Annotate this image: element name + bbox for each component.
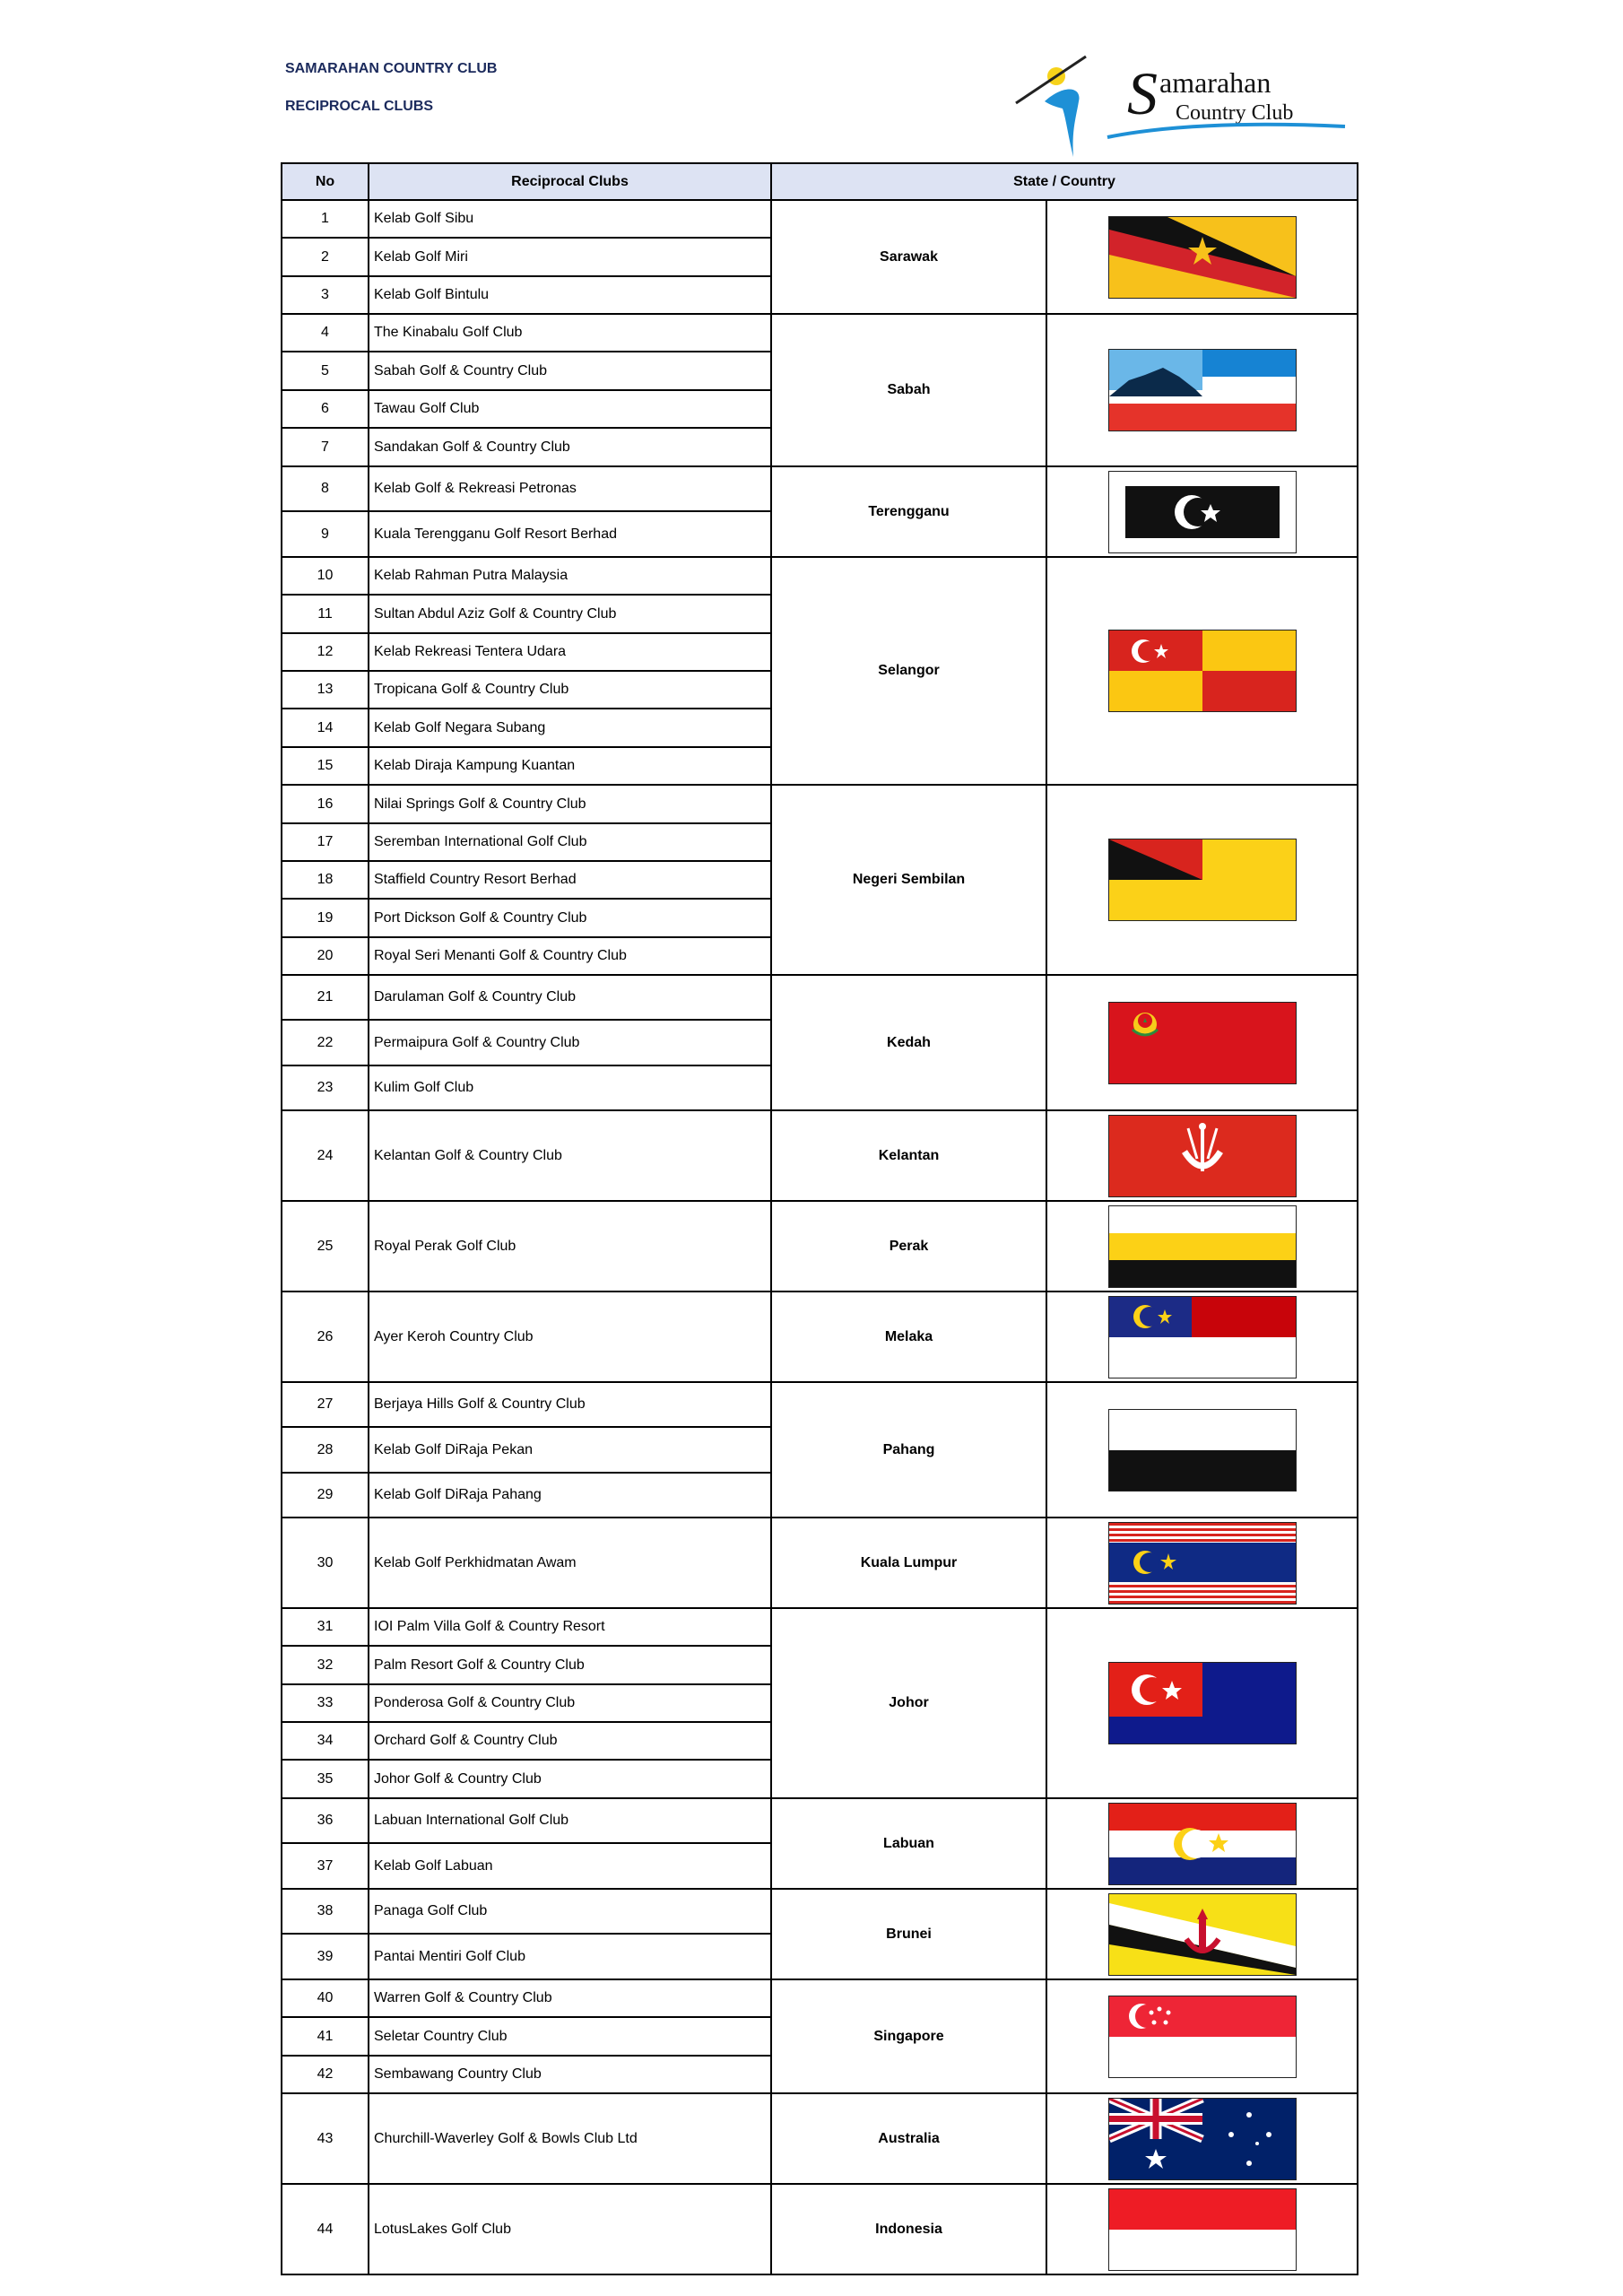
column-header-club: Reciprocal Clubs <box>369 163 771 200</box>
club-name: Permaipura Golf & Country Club <box>369 1020 771 1065</box>
club-name: Staffield Country Resort Berhad <box>369 861 771 899</box>
club-name: Sultan Abdul Aziz Golf & Country Club <box>369 595 771 633</box>
table-row <box>282 314 1358 352</box>
club-name: Sabah Golf & Country Club <box>369 352 771 390</box>
column-header-no: No <box>282 163 369 200</box>
row-number: 12 <box>282 633 369 671</box>
row-number: 31 <box>282 1608 369 1646</box>
logo-golfer-icon <box>1045 89 1080 157</box>
row-number: 5 <box>282 352 369 390</box>
table-row <box>282 1798 1358 1843</box>
negeri-sembilan-flag-icon <box>1109 839 1296 920</box>
flag-cell <box>1046 785 1358 975</box>
row-number: 40 <box>282 1979 369 2017</box>
sarawak-flag-icon <box>1109 217 1296 298</box>
club-name: Kelab Diraja Kampung Kuantan <box>369 747 771 785</box>
row-number: 14 <box>282 709 369 747</box>
table-header-row <box>282 163 1358 200</box>
table-row <box>282 975 1358 1020</box>
club-name: Kelab Rahman Putra Malaysia <box>369 557 771 595</box>
table-row <box>282 1608 1358 1646</box>
row-number: 39 <box>282 1934 369 1979</box>
row-number: 7 <box>282 428 369 466</box>
flag-cell <box>1046 975 1358 1110</box>
club-name: Kelab Golf DiRaja Pahang <box>369 1473 771 1518</box>
flag-cell <box>1046 200 1358 314</box>
flag-cell <box>1046 1889 1358 1979</box>
row-number: 23 <box>282 1065 369 1110</box>
club-name: Seletar Country Club <box>369 2017 771 2056</box>
club-name: Panaga Golf Club <box>369 1889 771 1934</box>
row-number: 28 <box>282 1427 369 1473</box>
row-number: 34 <box>282 1722 369 1760</box>
club-name: Warren Golf & Country Club <box>369 1979 771 2017</box>
state-name: Kuala Lumpur <box>771 1518 1046 1608</box>
row-number: 26 <box>282 1292 369 1382</box>
row-number: 20 <box>282 937 369 975</box>
flag-cell <box>1046 2093 1358 2184</box>
row-number: 16 <box>282 785 369 823</box>
row-number: 11 <box>282 595 369 633</box>
club-name: Ayer Keroh Country Club <box>369 1292 771 1382</box>
club-name: Orchard Golf & Country Club <box>369 1722 771 1760</box>
document-title: SAMARAHAN COUNTRY CLUB <box>285 61 498 76</box>
club-name: Kelab Golf Miri <box>369 238 771 276</box>
table-row <box>282 200 1358 238</box>
flag-cell <box>1046 314 1358 466</box>
club-name: Port Dickson Golf & Country Club <box>369 899 771 937</box>
club-name: Sandakan Golf & Country Club <box>369 428 771 466</box>
state-name: Indonesia <box>771 2184 1046 2274</box>
flag-cell <box>1046 557 1358 785</box>
state-name: Johor <box>771 1608 1046 1798</box>
flag-cell <box>1046 1292 1358 1382</box>
document-subtitle: RECIPROCAL CLUBS <box>285 99 434 114</box>
flag-cell <box>1046 1979 1358 2093</box>
selangor-flag-icon <box>1109 631 1296 711</box>
table-row <box>282 466 1358 511</box>
melaka-flag-icon <box>1109 1297 1296 1378</box>
table-row <box>282 785 1358 823</box>
row-number: 15 <box>282 747 369 785</box>
flag-cell <box>1046 1201 1358 1292</box>
row-number: 27 <box>282 1382 369 1427</box>
club-name: Tawau Golf Club <box>369 390 771 428</box>
johor-flag-icon <box>1109 1663 1296 1744</box>
state-name: Negeri Sembilan <box>771 785 1046 975</box>
row-number: 19 <box>282 899 369 937</box>
state-name: Selangor <box>771 557 1046 785</box>
club-name: Kelab Rekreasi Tentera Udara <box>369 633 771 671</box>
sabah-flag-icon <box>1109 350 1296 430</box>
perak-flag-icon <box>1109 1206 1296 1287</box>
state-name: Australia <box>771 2093 1046 2184</box>
club-name: Pantai Mentiri Golf Club <box>369 1934 771 1979</box>
state-name: Kedah <box>771 975 1046 1110</box>
club-name: Ponderosa Golf & Country Club <box>369 1684 771 1722</box>
kedah-flag-icon <box>1109 1003 1296 1083</box>
table-row <box>282 1382 1358 1427</box>
state-name: Perak <box>771 1201 1046 1292</box>
table-row <box>282 1110 1358 1201</box>
flag-cell <box>1046 1608 1358 1798</box>
table-row <box>282 1518 1358 1608</box>
row-number: 35 <box>282 1760 369 1798</box>
club-name: Labuan International Golf Club <box>369 1798 771 1843</box>
club-name: Kelab Golf DiRaja Pekan <box>369 1427 771 1473</box>
samarahan-logo-icon <box>1000 49 1350 166</box>
club-name: Johor Golf & Country Club <box>369 1760 771 1798</box>
row-number: 29 <box>282 1473 369 1518</box>
table-row <box>282 557 1358 595</box>
state-name: Labuan <box>771 1798 1046 1889</box>
row-number: 41 <box>282 2017 369 2056</box>
state-name: Sarawak <box>771 200 1046 314</box>
reciprocal-clubs-table <box>281 162 1358 2275</box>
row-number: 43 <box>282 2093 369 2184</box>
row-number: 32 <box>282 1646 369 1684</box>
state-name: Brunei <box>771 1889 1046 1979</box>
row-number: 38 <box>282 1889 369 1934</box>
table-row <box>282 1292 1358 1382</box>
row-number: 44 <box>282 2184 369 2274</box>
row-number: 6 <box>282 390 369 428</box>
table-row <box>282 2093 1358 2184</box>
state-name: Kelantan <box>771 1110 1046 1201</box>
table-row <box>282 2184 1358 2274</box>
club-name: Kelab Golf & Rekreasi Petronas <box>369 466 771 511</box>
kuala-lumpur-flag-icon <box>1109 1523 1296 1604</box>
club-name: Berjaya Hills Golf & Country Club <box>369 1382 771 1427</box>
state-name: Sabah <box>771 314 1046 466</box>
row-number: 9 <box>282 511 369 557</box>
logo-big-letter: S <box>1127 59 1158 127</box>
row-number: 25 <box>282 1201 369 1292</box>
club-name: Kelantan Golf & Country Club <box>369 1110 771 1201</box>
club-name: Kelab Golf Perkhidmatan Awam <box>369 1518 771 1608</box>
club-name: The Kinabalu Golf Club <box>369 314 771 352</box>
row-number: 30 <box>282 1518 369 1608</box>
club-name: Kuala Terengganu Golf Resort Berhad <box>369 511 771 557</box>
club-name: Kulim Golf Club <box>369 1065 771 1110</box>
table-row <box>282 1889 1358 1934</box>
club-name: Palm Resort Golf & Country Club <box>369 1646 771 1684</box>
state-name: Pahang <box>771 1382 1046 1518</box>
australia-flag-icon <box>1109 2099 1296 2179</box>
column-header-state: State / Country <box>771 163 1358 200</box>
row-number: 21 <box>282 975 369 1020</box>
club-name: Royal Perak Golf Club <box>369 1201 771 1292</box>
row-number: 18 <box>282 861 369 899</box>
row-number: 13 <box>282 671 369 709</box>
table-row <box>282 1201 1358 1292</box>
flag-cell <box>1046 1518 1358 1608</box>
row-number: 42 <box>282 2056 369 2093</box>
row-number: 3 <box>282 276 369 314</box>
club-name: Kelab Golf Negara Subang <box>369 709 771 747</box>
club-name: Nilai Springs Golf & Country Club <box>369 785 771 823</box>
row-number: 33 <box>282 1684 369 1722</box>
club-name: Royal Seri Menanti Golf & Country Club <box>369 937 771 975</box>
row-number: 22 <box>282 1020 369 1065</box>
indonesia-flag-icon <box>1109 2189 1296 2270</box>
row-number: 4 <box>282 314 369 352</box>
logo-name: amarahan <box>1159 66 1271 99</box>
flag-cell <box>1046 1798 1358 1889</box>
kelantan-flag-icon <box>1109 1116 1296 1196</box>
club-name: Seremban International Golf Club <box>369 823 771 861</box>
labuan-flag-icon <box>1109 1804 1296 1884</box>
club-name: IOI Palm Villa Golf & Country Resort <box>369 1608 771 1646</box>
row-number: 37 <box>282 1843 369 1889</box>
club-name: Kelab Golf Bintulu <box>369 276 771 314</box>
row-number: 36 <box>282 1798 369 1843</box>
row-number: 17 <box>282 823 369 861</box>
club-name: Darulaman Golf & Country Club <box>369 975 771 1020</box>
pahang-flag-icon <box>1109 1410 1296 1491</box>
flag-cell <box>1046 1110 1358 1201</box>
row-number: 1 <box>282 200 369 238</box>
flag-cell <box>1046 2184 1358 2274</box>
row-number: 24 <box>282 1110 369 1201</box>
state-name: Singapore <box>771 1979 1046 2093</box>
flag-cell <box>1046 1382 1358 1518</box>
club-name: Tropicana Golf & Country Club <box>369 671 771 709</box>
row-number: 2 <box>282 238 369 276</box>
club-name: LotusLakes Golf Club <box>369 2184 771 2274</box>
logo-subname: Country Club <box>1176 101 1294 125</box>
club-name: Sembawang Country Club <box>369 2056 771 2093</box>
row-number: 10 <box>282 557 369 595</box>
terengganu-flag-icon <box>1109 472 1296 552</box>
club-name: Churchill-Waverley Golf & Bowls Club Ltd <box>369 2093 771 2184</box>
club-name: Kelab Golf Labuan <box>369 1843 771 1889</box>
singapore-flag-icon <box>1109 1996 1296 2077</box>
flag-cell <box>1046 466 1358 557</box>
table-row <box>282 1979 1358 2017</box>
state-name: Melaka <box>771 1292 1046 1382</box>
club-name: Kelab Golf Sibu <box>369 200 771 238</box>
brunei-flag-icon <box>1109 1894 1296 1975</box>
state-name: Terengganu <box>771 466 1046 557</box>
row-number: 8 <box>282 466 369 511</box>
